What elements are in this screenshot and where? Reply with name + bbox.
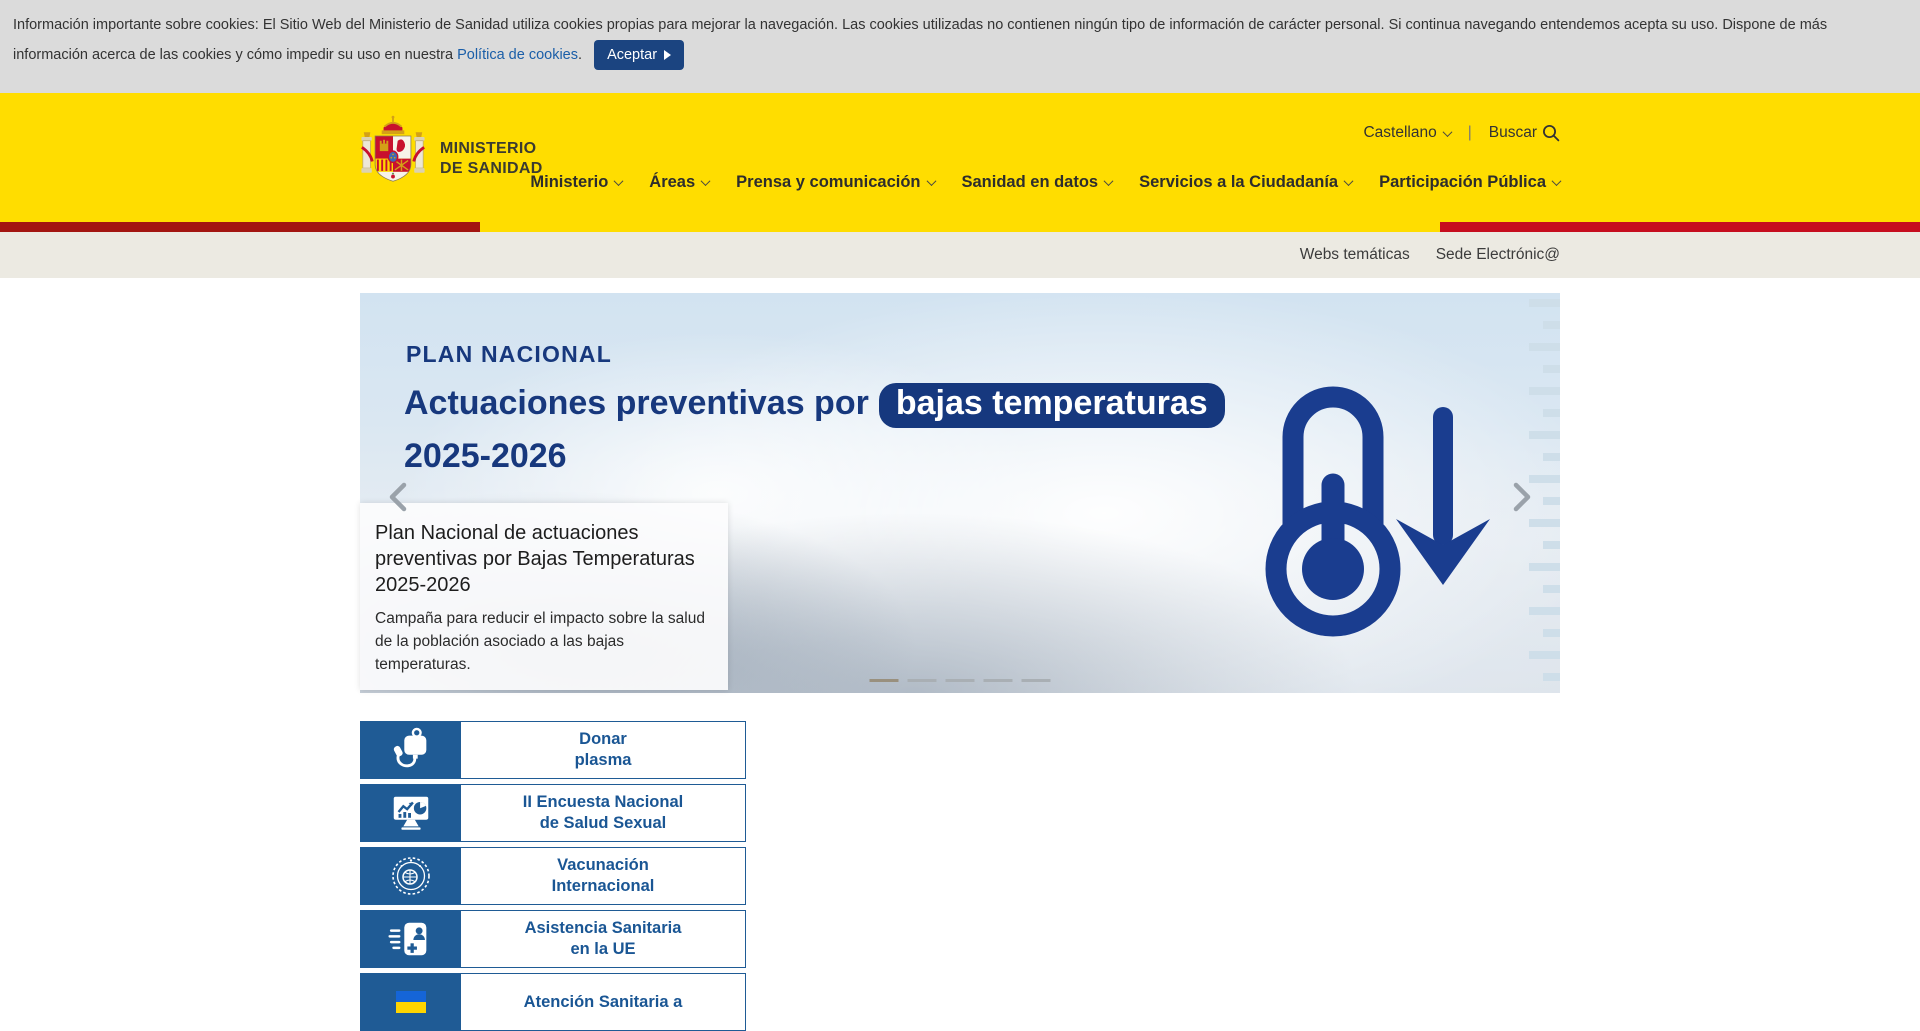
flag-stripe-dark-red	[0, 222, 480, 232]
hero-card-title: Plan Nacional de actuaciones preventivas por Bajas Temperaturas 2025-2026	[375, 522, 695, 596]
search-label: Buscar	[1488, 124, 1537, 141]
nav-item-label: Participación Pública	[1379, 173, 1546, 191]
hero-headline-line1	[404, 377, 1225, 430]
ministry-name	[440, 139, 543, 192]
quick-link-vacunacion-internacional[interactable]	[360, 847, 746, 905]
quick-link-label-line1: Donar	[579, 730, 627, 748]
carousel-pagination-dash-3[interactable]	[946, 679, 975, 682]
search-button[interactable]	[1489, 124, 1560, 142]
quick-link-label-line2: plasma	[574, 751, 632, 769]
chevron-down-icon	[1442, 127, 1452, 137]
nav-item-label: Servicios a la Ciudadanía	[1139, 173, 1339, 191]
nav-item-label: Prensa y comunicación	[736, 173, 921, 191]
quick-link-atencion-sanitaria-ucrania[interactable]	[360, 973, 746, 1031]
nav-item-participacion-publica[interactable]	[1379, 173, 1560, 192]
spain-coat-of-arms-icon	[360, 114, 426, 192]
hero-kicker: PLAN NACIONAL	[406, 341, 612, 367]
quick-link-asistencia-sanitaria-ue[interactable]	[360, 910, 746, 968]
quick-link-label-line1: Vacunación	[557, 856, 649, 874]
quick-link-label-line1: Asistencia Sanitaria	[524, 919, 682, 937]
quick-link-encuesta-salud-sexual[interactable]	[360, 784, 746, 842]
language-selector[interactable]	[1363, 124, 1450, 142]
quick-link-donar-plasma[interactable]	[360, 721, 746, 779]
cookie-banner	[0, 0, 1920, 93]
flag-stripe-yellow	[480, 222, 1440, 232]
accept-cookies-button[interactable]	[594, 40, 684, 70]
nav-item-sanidad-en-datos[interactable]	[962, 173, 1113, 192]
quick-link-label	[461, 974, 745, 1030]
hero-card	[360, 503, 728, 690]
header-divider: |	[1467, 124, 1472, 141]
search-icon	[1542, 124, 1560, 142]
language-selector-label: Castellano	[1363, 124, 1437, 141]
carousel-pagination-dash-2[interactable]	[908, 679, 937, 682]
quick-links	[360, 721, 746, 1031]
chevron-down-icon	[1104, 176, 1114, 186]
utility-bar	[0, 232, 1920, 278]
quick-link-tile	[361, 974, 461, 1030]
hero-headline	[404, 377, 1225, 483]
main-navigation	[530, 173, 1560, 192]
ministry-name-line2: DE SANIDAD	[440, 160, 543, 177]
cookie-message-line1: Información importante sobre cookies: El Sitio Web del Ministerio de Sanidad utiliza cookies propias para mejorar la navegación. Las cookies utilizadas no contienen ningún tipo de información de carácter personal. Si continua navegando entendemos acepta su uso. Dispone de más	[13, 17, 1828, 33]
header-utility-row	[530, 124, 1560, 142]
ministry-logo[interactable]	[360, 114, 543, 192]
cookie-message-line2	[13, 40, 1904, 70]
ukraine-flag-icon	[387, 978, 435, 1026]
chevron-down-icon	[614, 176, 624, 186]
carousel-pagination-dash-5[interactable]	[1022, 679, 1051, 682]
cookie-policy-link[interactable]: Política de cookies	[457, 47, 578, 63]
nav-item-ministerio[interactable]	[530, 173, 622, 192]
chevron-down-icon	[1552, 176, 1562, 186]
nav-item-prensa[interactable]	[736, 173, 934, 192]
quick-link-label	[461, 911, 745, 967]
carousel-pagination-dash-4[interactable]	[984, 679, 1013, 682]
international-vaccination-seal-icon	[387, 852, 435, 900]
hero-headline-plain: Actuaciones preventivas por	[404, 384, 869, 422]
cookie-message-line2-text: información acerca de las cookies y cómo impedir su uso en nuestra	[13, 47, 454, 63]
ministry-name-line1: MINISTERIO	[440, 140, 537, 157]
quick-link-label-line2: en la UE	[570, 940, 636, 958]
quick-link-tile	[361, 848, 461, 904]
carousel-pagination-dash-1[interactable]	[870, 679, 899, 682]
carousel-pagination	[870, 679, 1051, 682]
flag-stripe	[0, 222, 1920, 232]
carousel-next-button[interactable]	[1510, 479, 1534, 518]
nav-item-areas[interactable]	[649, 173, 709, 192]
thermometer-scale-marks-short	[1543, 321, 1560, 687]
carousel-previous-button[interactable]	[386, 479, 410, 518]
hero-card-description: Campaña para reducir el impacto sobre la salud de la población asociado a las bajas temperaturas.	[375, 610, 705, 673]
quick-link-label-line2: Internacional	[551, 877, 655, 895]
nav-item-servicios-ciudadania[interactable]	[1139, 173, 1352, 192]
quick-link-tile	[361, 911, 461, 967]
hero-headline-highlight: bajas temperaturas	[879, 383, 1225, 428]
quick-link-tile	[361, 785, 461, 841]
hero-carousel	[360, 293, 1560, 693]
quick-link-label	[461, 848, 745, 904]
quick-link-label-line2: de Salud Sexual	[539, 814, 667, 832]
main-content	[360, 293, 1560, 1031]
quick-link-label-line1: II Encuesta Nacional	[522, 793, 684, 811]
thermometer-down-arrow-icon	[1246, 389, 1484, 639]
quick-link-tile	[361, 722, 461, 778]
chevron-down-icon	[1344, 176, 1354, 186]
quick-link-label	[461, 785, 745, 841]
cookie-policy-suffix: .	[578, 47, 583, 63]
nav-item-label: Áreas	[649, 173, 696, 191]
main-header	[0, 93, 1920, 222]
hero-headline-line2: 2025-2026	[404, 437, 567, 475]
accept-arrow-icon	[664, 50, 671, 60]
survey-monitor-icon	[388, 790, 434, 836]
accept-cookies-label: Aceptar	[607, 47, 658, 64]
chevron-left-icon	[390, 483, 406, 511]
eu-health-card-icon	[388, 916, 434, 962]
chevron-down-icon	[926, 176, 936, 186]
flag-stripe-crimson	[1440, 222, 1920, 232]
sede-electronica-link[interactable]: Sede Electrónic@	[1435, 246, 1560, 263]
nav-item-label: Ministerio	[530, 173, 609, 191]
webs-tematicas-link[interactable]: Webs temáticas	[1299, 246, 1410, 263]
nav-item-label: Sanidad en datos	[961, 173, 1099, 191]
quick-link-label	[461, 722, 745, 778]
chevron-down-icon	[701, 176, 711, 186]
quick-link-label-line1: Atención Sanitaria a	[523, 992, 683, 1011]
chevron-right-icon	[1514, 483, 1530, 511]
plasma-donation-icon	[388, 727, 434, 773]
